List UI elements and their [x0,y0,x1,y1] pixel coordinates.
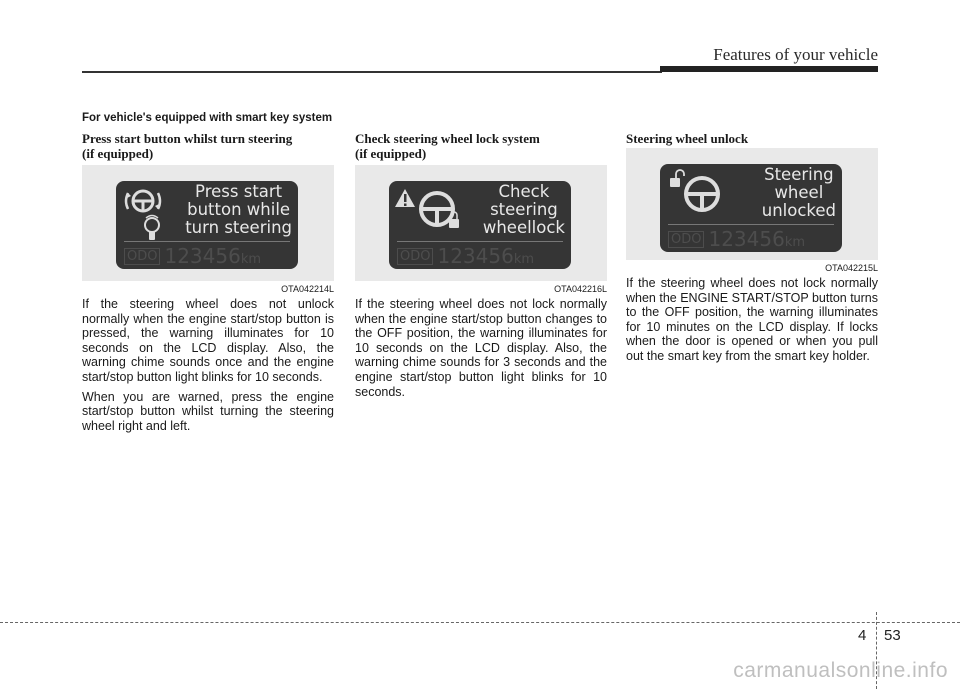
illustration-panel [626,148,878,260]
steering-wheel-lock-icon [421,193,459,228]
illustration-panel [82,165,334,281]
steering-wheel-icon [686,178,718,210]
unlocked-padlock-icon [666,168,738,224]
section-heading [82,131,334,161]
lcd-line-1: Steering [764,165,834,184]
lcd-message [185,183,292,237]
lcd-divider [668,224,834,225]
odometer [397,244,534,268]
body-text [355,297,607,399]
page-number: 53 [884,627,901,644]
odo-unit: km [784,235,806,250]
header-rule-thick [660,66,878,72]
paragraph: When you are warned, press the engine start/stop button whilst turning the steering wheel right and left. [82,389,334,433]
key-fob-icon [145,216,159,241]
odo-unit: km [240,252,262,267]
body-text [626,276,878,364]
figure-caption: OTA042216L [554,284,607,294]
column-press-start [82,131,334,438]
section-note: For vehicle's equipped with smart key system [82,112,333,124]
lcd-message [762,166,836,220]
column-check-steering-lock [355,131,607,404]
header-title: Features of your vehicle [713,45,878,64]
odo-value: 123456 [164,244,241,268]
lcd-line-2: wheel [774,183,824,202]
heading-line-2: (if equipped) [355,146,427,161]
paragraph: If the steering wheel does not unlock normally when the engine start/stop button is pressed, the warning illuminates for 10 seconds on the LCD display. Also, the warning chime sounds once and the engine start/stop button light blinks for 10 seconds. [82,297,334,384]
illustration-panel [355,165,607,281]
odo-value: 123456 [708,227,785,251]
lcd-display [116,181,298,269]
lcd-line-3: turn steering [185,218,292,237]
lcd-display [389,181,571,269]
heading-line-1: Press start button whilst turn steering [82,131,293,146]
lcd-divider [124,241,290,242]
odo-label: ODO [124,248,160,265]
lcd-line-1: Check [498,182,550,201]
warning-triangle-icon [395,185,467,241]
odo-label: ODO [397,248,433,265]
lcd-line-3: wheellock [482,218,565,237]
paragraph: If the steering wheel does not lock normally when the ENGINE START/STOP button turns to the OFF position, the warning illuminates for 10 minutes on the LCD display. If locks when the door is opened or when you pull out the smart key from the smart key holder. [626,276,878,363]
odo-unit: km [513,252,535,267]
section-heading [355,131,607,161]
lcd-line-1: Press start [195,182,283,201]
header-rule [82,71,662,73]
section-heading [626,131,878,146]
odo-label: ODO [668,231,704,248]
lcd-line-2: button while [187,200,291,219]
odometer [124,244,261,268]
figure-caption: OTA042214L [281,284,334,294]
heading-line-1: Steering wheel unlock [626,131,749,146]
body-text [82,297,334,433]
steering-wheel-key-icon [122,185,170,241]
chapter-number: 4 [858,627,867,644]
lcd-line-2: steering [490,200,558,219]
lcd-line-3: unlocked [761,201,836,220]
odo-value: 123456 [437,244,514,268]
heading-line-1: Check steering wheel lock system [355,131,540,146]
footer-rule [0,622,960,623]
lcd-display [660,164,842,252]
paragraph: If the steering wheel does not lock normally when the engine start/stop button changes to the OFF position, the warning illuminates for 10 seconds on the LCD display. Also, the warning chime sounds for 3 seconds and the engine start/stop button light blinks for 10 seconds. [355,297,607,399]
figure-caption: OTA042215L [825,263,878,273]
column-steering-unlock [626,131,878,369]
odometer [668,227,805,251]
lcd-divider [397,241,563,242]
heading-line-2: (if equipped) [82,146,154,161]
lcd-message [483,183,565,237]
watermark: carmanualsonline.info [733,659,948,682]
